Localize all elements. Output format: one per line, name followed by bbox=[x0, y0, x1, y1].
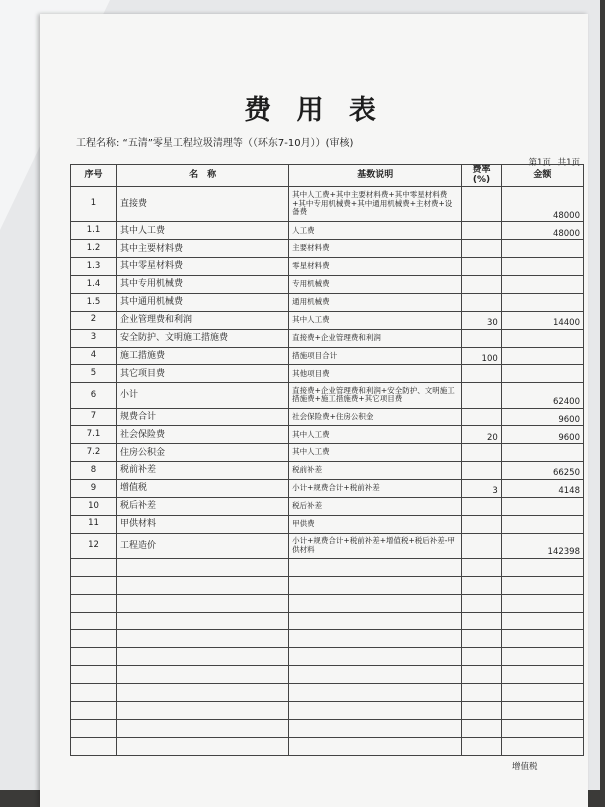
cell-basis: 零星材料费 bbox=[289, 258, 462, 276]
fee-table bbox=[70, 164, 584, 756]
cell-basis: 其中人工费 bbox=[289, 426, 462, 444]
cell-amount bbox=[501, 258, 583, 276]
empty-row bbox=[71, 576, 584, 594]
empty-cell bbox=[71, 594, 117, 612]
cell-seq: 6 bbox=[71, 383, 117, 408]
cell-basis: 其中人工费 bbox=[289, 311, 462, 329]
table-row bbox=[71, 497, 584, 515]
empty-cell bbox=[71, 612, 117, 630]
empty-row bbox=[71, 594, 584, 612]
cell-rate: 100 bbox=[462, 347, 501, 365]
empty-cell bbox=[289, 737, 462, 755]
cell-rate bbox=[462, 497, 501, 515]
empty-cell bbox=[289, 648, 462, 666]
empty-row bbox=[71, 558, 584, 576]
table-header-row bbox=[71, 165, 584, 187]
cell-name: 其中人工费 bbox=[117, 222, 289, 240]
cell-seq: 9 bbox=[71, 480, 117, 498]
cell-name: 小计 bbox=[117, 383, 289, 408]
cell-rate bbox=[462, 383, 501, 408]
cell-name: 税前补差 bbox=[117, 462, 289, 480]
empty-cell bbox=[117, 701, 289, 719]
table-row bbox=[71, 480, 584, 498]
empty-row bbox=[71, 630, 584, 648]
cell-amount: 48000 bbox=[501, 186, 583, 222]
cell-name: 其中专用机械费 bbox=[117, 276, 289, 294]
cell-basis: 其中人工费 bbox=[289, 444, 462, 462]
table-row bbox=[71, 347, 584, 365]
table-row bbox=[71, 533, 584, 558]
empty-cell bbox=[289, 630, 462, 648]
cell-seq: 1.2 bbox=[71, 240, 117, 258]
empty-cell bbox=[117, 576, 289, 594]
table-row bbox=[71, 383, 584, 408]
cell-basis: 人工费 bbox=[289, 222, 462, 240]
empty-row bbox=[71, 666, 584, 684]
empty-cell bbox=[289, 719, 462, 737]
cell-amount bbox=[501, 329, 583, 347]
cell-name: 其中零星材料费 bbox=[117, 258, 289, 276]
cell-basis: 甲供费 bbox=[289, 515, 462, 533]
empty-cell bbox=[501, 558, 583, 576]
empty-cell bbox=[289, 576, 462, 594]
cell-basis: 其中人工费+其中主要材料费+其中零星材料费+其中专用机械费+其中通用机械费+主材费+设备费 bbox=[289, 186, 462, 222]
empty-cell bbox=[462, 666, 501, 684]
empty-row bbox=[71, 737, 584, 755]
project-name: 工程名称: “五清”零星工程垃圾清理等（（环东7-10月））(审核) bbox=[76, 138, 354, 149]
cell-seq: 12 bbox=[71, 533, 117, 558]
empty-cell bbox=[501, 737, 583, 755]
empty-row bbox=[71, 648, 584, 666]
empty-cell bbox=[462, 576, 501, 594]
cell-rate bbox=[462, 444, 501, 462]
empty-cell bbox=[462, 612, 501, 630]
cell-rate bbox=[462, 365, 501, 383]
cell-seq: 2 bbox=[71, 311, 117, 329]
empty-cell bbox=[117, 719, 289, 737]
cell-rate bbox=[462, 462, 501, 480]
header-amount: 金额 bbox=[501, 165, 583, 187]
cell-seq: 3 bbox=[71, 329, 117, 347]
empty-cell bbox=[289, 558, 462, 576]
empty-cell bbox=[501, 594, 583, 612]
cell-rate bbox=[462, 408, 501, 426]
cell-seq: 1.4 bbox=[71, 276, 117, 294]
cell-amount: 9600 bbox=[501, 426, 583, 444]
cell-rate bbox=[462, 276, 501, 294]
cell-basis: 直接费+企业管理费和利润 bbox=[289, 329, 462, 347]
cell-amount bbox=[501, 515, 583, 533]
empty-cell bbox=[71, 576, 117, 594]
header-basis: 基数说明 bbox=[289, 165, 462, 187]
cell-name: 直接费 bbox=[117, 186, 289, 222]
table-row bbox=[71, 462, 584, 480]
table-row bbox=[71, 293, 584, 311]
empty-cell bbox=[289, 612, 462, 630]
cell-name: 其中通用机械费 bbox=[117, 293, 289, 311]
empty-cell bbox=[462, 684, 501, 702]
cell-amount: 14400 bbox=[501, 311, 583, 329]
empty-cell bbox=[289, 684, 462, 702]
header-rate: 费率(%) bbox=[462, 165, 501, 187]
empty-cell bbox=[71, 684, 117, 702]
cell-rate bbox=[462, 329, 501, 347]
cell-amount bbox=[501, 240, 583, 258]
cell-basis: 社会保险费+住房公积金 bbox=[289, 408, 462, 426]
cell-seq: 10 bbox=[71, 497, 117, 515]
cell-name: 其中主要材料费 bbox=[117, 240, 289, 258]
cell-amount: 66250 bbox=[501, 462, 583, 480]
cell-rate: 3 bbox=[462, 480, 501, 498]
empty-cell bbox=[71, 630, 117, 648]
empty-cell bbox=[462, 719, 501, 737]
cell-rate bbox=[462, 533, 501, 558]
header-seq: 序号 bbox=[71, 165, 117, 187]
empty-cell bbox=[117, 666, 289, 684]
table-row bbox=[71, 186, 584, 222]
empty-cell bbox=[501, 612, 583, 630]
cell-name: 增值税 bbox=[117, 480, 289, 498]
table-row bbox=[71, 240, 584, 258]
cell-name: 规费合计 bbox=[117, 408, 289, 426]
cell-amount: 9600 bbox=[501, 408, 583, 426]
cell-amount bbox=[501, 365, 583, 383]
cell-name: 安全防护、文明施工措施费 bbox=[117, 329, 289, 347]
cell-amount bbox=[501, 497, 583, 515]
cell-seq: 7.1 bbox=[71, 426, 117, 444]
empty-cell bbox=[289, 701, 462, 719]
table-row bbox=[71, 222, 584, 240]
cell-rate bbox=[462, 240, 501, 258]
cell-basis: 其他项目费 bbox=[289, 365, 462, 383]
table-body bbox=[71, 186, 584, 755]
cell-rate bbox=[462, 293, 501, 311]
cell-amount: 142398 bbox=[501, 533, 583, 558]
empty-cell bbox=[501, 701, 583, 719]
cell-seq: 1.1 bbox=[71, 222, 117, 240]
cell-name: 住房公积金 bbox=[117, 444, 289, 462]
cell-seq: 1 bbox=[71, 186, 117, 222]
table-row bbox=[71, 426, 584, 444]
header-name: 名 称 bbox=[117, 165, 289, 187]
cell-basis: 税后补差 bbox=[289, 497, 462, 515]
page-title: 费 用 表 bbox=[244, 95, 384, 126]
empty-cell bbox=[71, 737, 117, 755]
empty-cell bbox=[71, 666, 117, 684]
cell-amount: 62400 bbox=[501, 383, 583, 408]
cell-seq: 8 bbox=[71, 462, 117, 480]
cell-amount bbox=[501, 444, 583, 462]
page-info: 第1页 共1页 bbox=[528, 158, 580, 168]
table-row bbox=[71, 311, 584, 329]
empty-cell bbox=[71, 558, 117, 576]
empty-cell bbox=[462, 701, 501, 719]
cell-rate bbox=[462, 515, 501, 533]
cell-seq: 5 bbox=[71, 365, 117, 383]
cell-amount: 4148 bbox=[501, 480, 583, 498]
cell-amount: 48000 bbox=[501, 222, 583, 240]
fee-table-sheet bbox=[40, 14, 588, 807]
empty-cell bbox=[462, 594, 501, 612]
cell-amount bbox=[501, 293, 583, 311]
empty-cell bbox=[501, 684, 583, 702]
cell-seq: 1.5 bbox=[71, 293, 117, 311]
empty-cell bbox=[117, 630, 289, 648]
footer-note: 增值税 bbox=[512, 762, 538, 772]
cell-seq: 7 bbox=[71, 408, 117, 426]
cell-basis: 通用机械费 bbox=[289, 293, 462, 311]
empty-cell bbox=[501, 630, 583, 648]
empty-cell bbox=[117, 737, 289, 755]
cell-name: 其它项目费 bbox=[117, 365, 289, 383]
cell-seq: 7.2 bbox=[71, 444, 117, 462]
cell-basis: 小计+规费合计+税前补差+增值税+税后补差-甲供材料 bbox=[289, 533, 462, 558]
cell-basis: 专用机械费 bbox=[289, 276, 462, 294]
table-row bbox=[71, 444, 584, 462]
empty-cell bbox=[462, 737, 501, 755]
cell-rate: 30 bbox=[462, 311, 501, 329]
empty-cell bbox=[501, 576, 583, 594]
empty-cell bbox=[501, 666, 583, 684]
cell-basis: 税前补差 bbox=[289, 462, 462, 480]
empty-cell bbox=[462, 630, 501, 648]
table-row bbox=[71, 408, 584, 426]
table-row bbox=[71, 515, 584, 533]
empty-cell bbox=[462, 558, 501, 576]
empty-cell bbox=[117, 558, 289, 576]
empty-cell bbox=[289, 594, 462, 612]
empty-cell bbox=[117, 684, 289, 702]
cell-amount bbox=[501, 276, 583, 294]
table-row bbox=[71, 258, 584, 276]
cell-name: 工程造价 bbox=[117, 533, 289, 558]
empty-cell bbox=[117, 612, 289, 630]
cell-rate bbox=[462, 222, 501, 240]
empty-row bbox=[71, 701, 584, 719]
empty-cell bbox=[71, 648, 117, 666]
cell-amount bbox=[501, 347, 583, 365]
cell-basis: 直接费+企业管理费和利润+安全防护、文明施工措施费+施工措施费+其它项目费 bbox=[289, 383, 462, 408]
empty-cell bbox=[501, 719, 583, 737]
table-row bbox=[71, 329, 584, 347]
cell-seq: 4 bbox=[71, 347, 117, 365]
empty-cell bbox=[117, 594, 289, 612]
cell-rate bbox=[462, 186, 501, 222]
cell-name: 社会保险费 bbox=[117, 426, 289, 444]
cell-basis: 主要材料费 bbox=[289, 240, 462, 258]
cell-rate bbox=[462, 258, 501, 276]
cell-basis: 小计+规费合计+税前补差 bbox=[289, 480, 462, 498]
cell-name: 税后补差 bbox=[117, 497, 289, 515]
empty-cell bbox=[71, 719, 117, 737]
empty-cell bbox=[501, 648, 583, 666]
empty-cell bbox=[462, 648, 501, 666]
empty-cell bbox=[289, 666, 462, 684]
table-row bbox=[71, 276, 584, 294]
cell-name: 企业管理费和利润 bbox=[117, 311, 289, 329]
cell-name: 施工措施费 bbox=[117, 347, 289, 365]
cell-rate: 20 bbox=[462, 426, 501, 444]
cell-seq: 11 bbox=[71, 515, 117, 533]
table-row bbox=[71, 365, 584, 383]
cell-name: 甲供材料 bbox=[117, 515, 289, 533]
empty-row bbox=[71, 684, 584, 702]
cell-basis: 措施项目合计 bbox=[289, 347, 462, 365]
empty-row bbox=[71, 612, 584, 630]
empty-cell bbox=[71, 701, 117, 719]
cell-seq: 1.3 bbox=[71, 258, 117, 276]
empty-cell bbox=[117, 648, 289, 666]
empty-row bbox=[71, 719, 584, 737]
